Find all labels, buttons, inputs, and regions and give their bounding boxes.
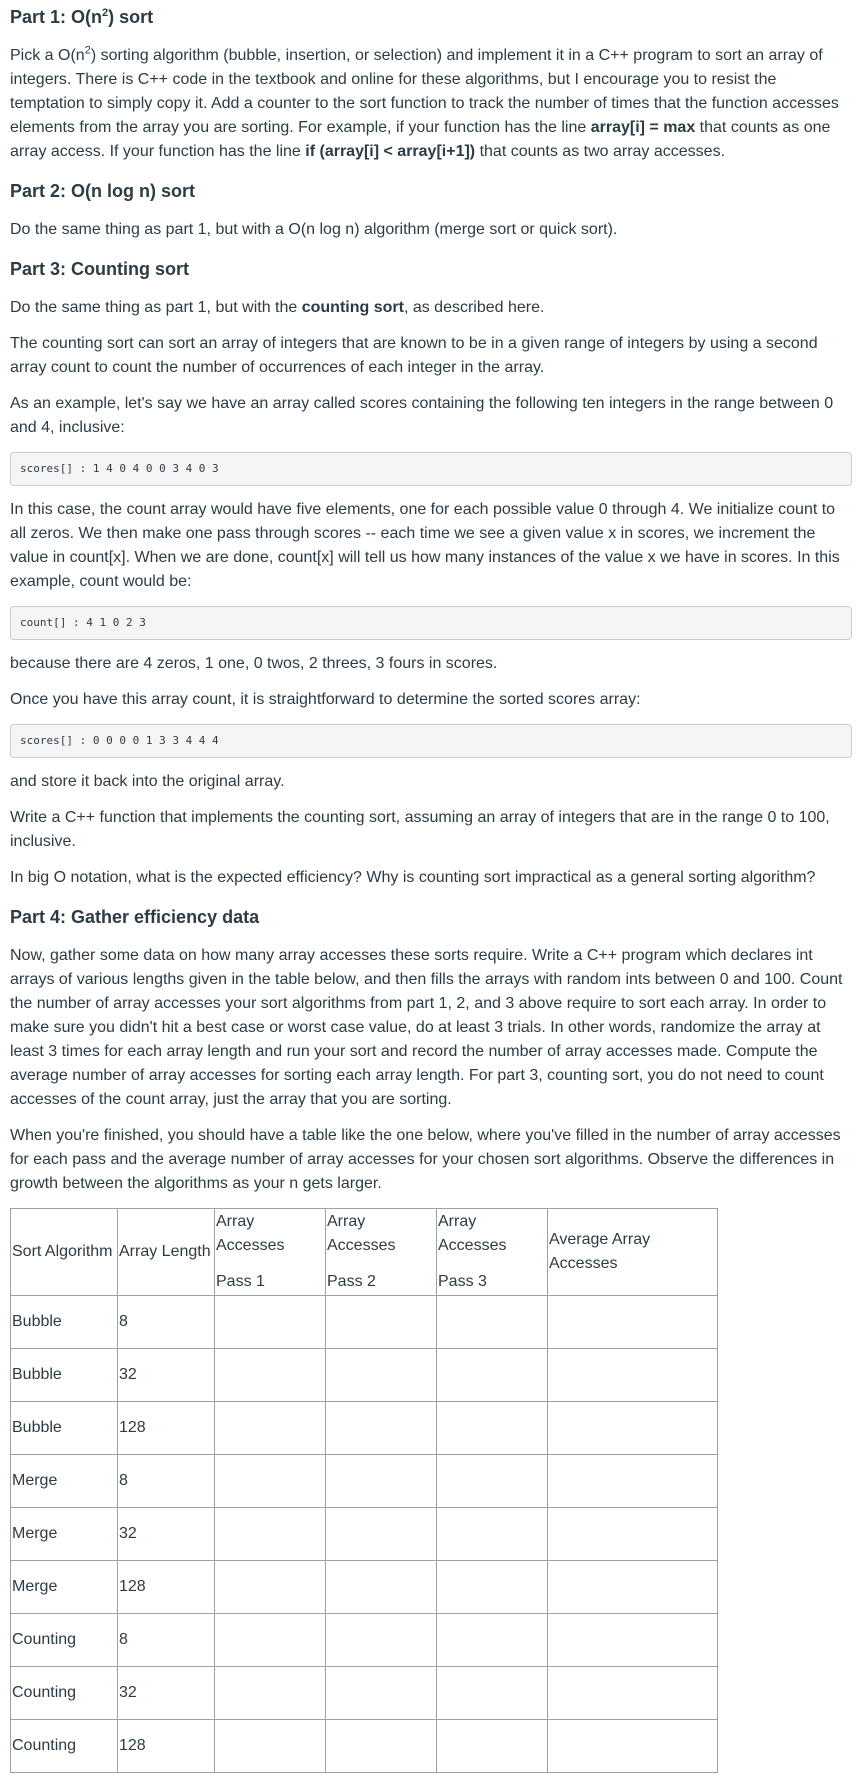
part1-superscript: 2: [84, 44, 91, 57]
cell-length: 32: [118, 1349, 215, 1402]
header-pass3-bottom: Pass 3: [438, 1273, 487, 1290]
cell-pass1: [215, 1720, 326, 1773]
part1-heading-text: Part 1: O(n: [10, 7, 103, 27]
header-pass3: [437, 1209, 548, 1296]
cell-algorithm: Merge: [11, 1455, 118, 1508]
cell-pass1: [215, 1296, 326, 1349]
cell-pass2: [326, 1508, 437, 1561]
header-pass2-top: Array Accesses: [327, 1213, 396, 1254]
cell-length: 128: [118, 1402, 215, 1455]
header-array-length: Array Length: [118, 1209, 215, 1296]
part1-heading-text-end: ) sort: [108, 7, 154, 27]
part3-task: Write a C++ function that implements the counting sort, assuming an array of integers that are in the range 0 to 100, inclusive.: [10, 809, 830, 850]
part4-instructions: Now, gather some data on how many array accesses these sorts require. Write a C++ program which declares int arrays of various lengths given in the table below, and then fills the arrays with random ints between 0 and 100. Count the number of array accesses your sort algorithms from part 1, 2, and 3 above require to sort each array. In order to make sure you didn't hit a best case or worst case value, do at least 3 trials. In other words, randomize the array at least 3 times for each array length and run your sort and record the number of array accesses made. Compute the average number of array accesses for sorting each array length. For part 3, counting sort, you do not need to count accesses of the count array, just the array that you are sorting.: [10, 947, 843, 1108]
cell-length: 8: [118, 1296, 215, 1349]
assignment-document: [0, 2, 862, 1773]
part3-description: The counting sort can sort an array of integers that are known to be in a given range of integers by using a second array count to count the number of occurrences of each integer in the array.: [10, 335, 818, 376]
cell-algorithm: Bubble: [11, 1402, 118, 1455]
part1-heading: [10, 2, 852, 32]
cell-pass1: [215, 1455, 326, 1508]
cell-algorithm: Merge: [11, 1561, 118, 1614]
table-row: [11, 1508, 718, 1561]
part1-text-d: that counts as two array accesses.: [475, 143, 726, 160]
cell-pass2: [326, 1667, 437, 1720]
count-code-block: count[] : 4 1 0 2 3: [10, 606, 852, 640]
cell-pass1: [215, 1614, 326, 1667]
part3-heading: Part 3: Counting sort: [10, 259, 189, 279]
part3-count-explanation: In this case, the count array would have five elements, one for each possible value 0 through 4. We initialize count to all zeros. We then make one pass through scores -- each time we see a given value x in scores, we increment the value in count[x]. When we are done, count[x] will tell us how many instances of the value x we have in scores. In this example, count would be:: [10, 501, 840, 590]
cell-average: [548, 1508, 718, 1561]
part3-sorted-intro: Once you have this array count, it is straightforward to determine the sorted scores array:: [10, 691, 641, 708]
header-average: Average Array Accesses: [548, 1209, 718, 1296]
scores-code-block: scores[] : 1 4 0 4 0 0 3 4 0 3: [10, 452, 852, 486]
part1-code-example-1: array[i] = max: [590, 119, 696, 136]
cell-pass2: [326, 1720, 437, 1773]
table-row: [11, 1455, 718, 1508]
cell-pass1: [215, 1561, 326, 1614]
cell-pass2: [326, 1455, 437, 1508]
cell-algorithm: Bubble: [11, 1349, 118, 1402]
part3-store-back: and store it back into the original array.: [10, 773, 285, 790]
cell-pass3: [437, 1296, 548, 1349]
header-pass1-bottom: Pass 1: [216, 1273, 265, 1290]
cell-length: 32: [118, 1508, 215, 1561]
cell-average: [548, 1455, 718, 1508]
cell-length: 8: [118, 1614, 215, 1667]
part4-heading: Part 4: Gather efficiency data: [10, 907, 260, 927]
cell-average: [548, 1667, 718, 1720]
cell-algorithm: Counting: [11, 1667, 118, 1720]
header-pass3-top: Array Accesses: [438, 1213, 507, 1254]
cell-average: [548, 1349, 718, 1402]
cell-average: [548, 1614, 718, 1667]
cell-pass2: [326, 1561, 437, 1614]
cell-pass1: [215, 1349, 326, 1402]
cell-algorithm: Bubble: [11, 1296, 118, 1349]
cell-algorithm: Counting: [11, 1720, 118, 1773]
header-sort-algorithm: Sort Algorithm: [11, 1209, 118, 1296]
cell-pass1: [215, 1667, 326, 1720]
part1-text-b: ) sorting algorithm (bubble, insertion, or selection) and implement it in a C++ program to sort an array of integers. There is C++ code in the textbook and online for these algorithms, but I encourage you to resist the temptation to simply copy it. Add a counter to the sort function to track the number of times that the function accesses elements from the array you are sorting. For example, if your function has the line: [10, 47, 839, 136]
header-pass2: [326, 1209, 437, 1296]
table-row: [11, 1296, 718, 1349]
cell-length: 128: [118, 1720, 215, 1773]
cell-pass2: [326, 1614, 437, 1667]
cell-length: 128: [118, 1561, 215, 1614]
table-row: [11, 1349, 718, 1402]
table-row: [11, 1667, 718, 1720]
cell-algorithm: Counting: [11, 1614, 118, 1667]
part1-code-example-2: if (array[i] < array[i+1]): [305, 143, 476, 160]
cell-pass3: [437, 1667, 548, 1720]
cell-average: [548, 1296, 718, 1349]
cell-pass3: [437, 1720, 548, 1773]
part3-count-reason: because there are 4 zeros, 1 one, 0 twos, 2 threes, 3 fours in scores.: [10, 655, 498, 672]
cell-average: [548, 1720, 718, 1773]
cell-pass3: [437, 1508, 548, 1561]
efficiency-table: [10, 1208, 718, 1773]
cell-algorithm: Merge: [11, 1508, 118, 1561]
cell-pass3: [437, 1455, 548, 1508]
part2-paragraph: Do the same thing as part 1, but with a O(n log n) algorithm (merge sort or quick sort).: [10, 221, 618, 238]
cell-pass3: [437, 1349, 548, 1402]
part2-heading: Part 2: O(n log n) sort: [10, 181, 196, 201]
cell-length: 8: [118, 1455, 215, 1508]
part1-text-c: that counts as one array access. If your function has the line: [10, 119, 831, 160]
header-pass1: [215, 1209, 326, 1296]
cell-average: [548, 1402, 718, 1455]
part1-heading-superscript: 2: [102, 7, 109, 19]
part3-intro: [10, 296, 852, 320]
cell-pass2: [326, 1296, 437, 1349]
cell-average: [548, 1561, 718, 1614]
cell-pass1: [215, 1402, 326, 1455]
table-row: [11, 1614, 718, 1667]
part1-paragraph: [10, 44, 852, 164]
table-row: [11, 1561, 718, 1614]
part3-intro-text-b: , as described here.: [403, 299, 545, 316]
header-pass1-top: Array Accesses: [216, 1213, 285, 1254]
cell-pass2: [326, 1402, 437, 1455]
table-row: [11, 1402, 718, 1455]
part3-example-intro: As an example, let's say we have an array called scores containing the following ten integers in the range between 0 and 4, inclusive:: [10, 395, 834, 436]
cell-pass1: [215, 1508, 326, 1561]
counting-sort-term: counting sort: [301, 299, 404, 316]
cell-length: 32: [118, 1667, 215, 1720]
part3-question: In big O notation, what is the expected efficiency? Why is counting sort impractical as a general sorting algorithm?: [10, 869, 816, 886]
table-row: [11, 1720, 718, 1773]
table-header-row: [11, 1209, 718, 1296]
sorted-scores-code-block: scores[] : 0 0 0 0 1 3 3 4 4 4: [10, 724, 852, 758]
header-pass2-bottom: Pass 2: [327, 1273, 376, 1290]
cell-pass3: [437, 1561, 548, 1614]
cell-pass2: [326, 1349, 437, 1402]
cell-pass3: [437, 1402, 548, 1455]
part1-text-a: Pick a O(n: [10, 47, 85, 64]
part3-intro-text-a: Do the same thing as part 1, but with the: [10, 299, 302, 316]
part4-table-intro: When you're finished, you should have a table like the one below, where you've filled in the number of array accesses for each pass and the average number of array accesses for your chosen sort algorithms. Observe the differences in growth between the algorithms as your n gets larger.: [10, 1127, 841, 1192]
cell-pass3: [437, 1614, 548, 1667]
